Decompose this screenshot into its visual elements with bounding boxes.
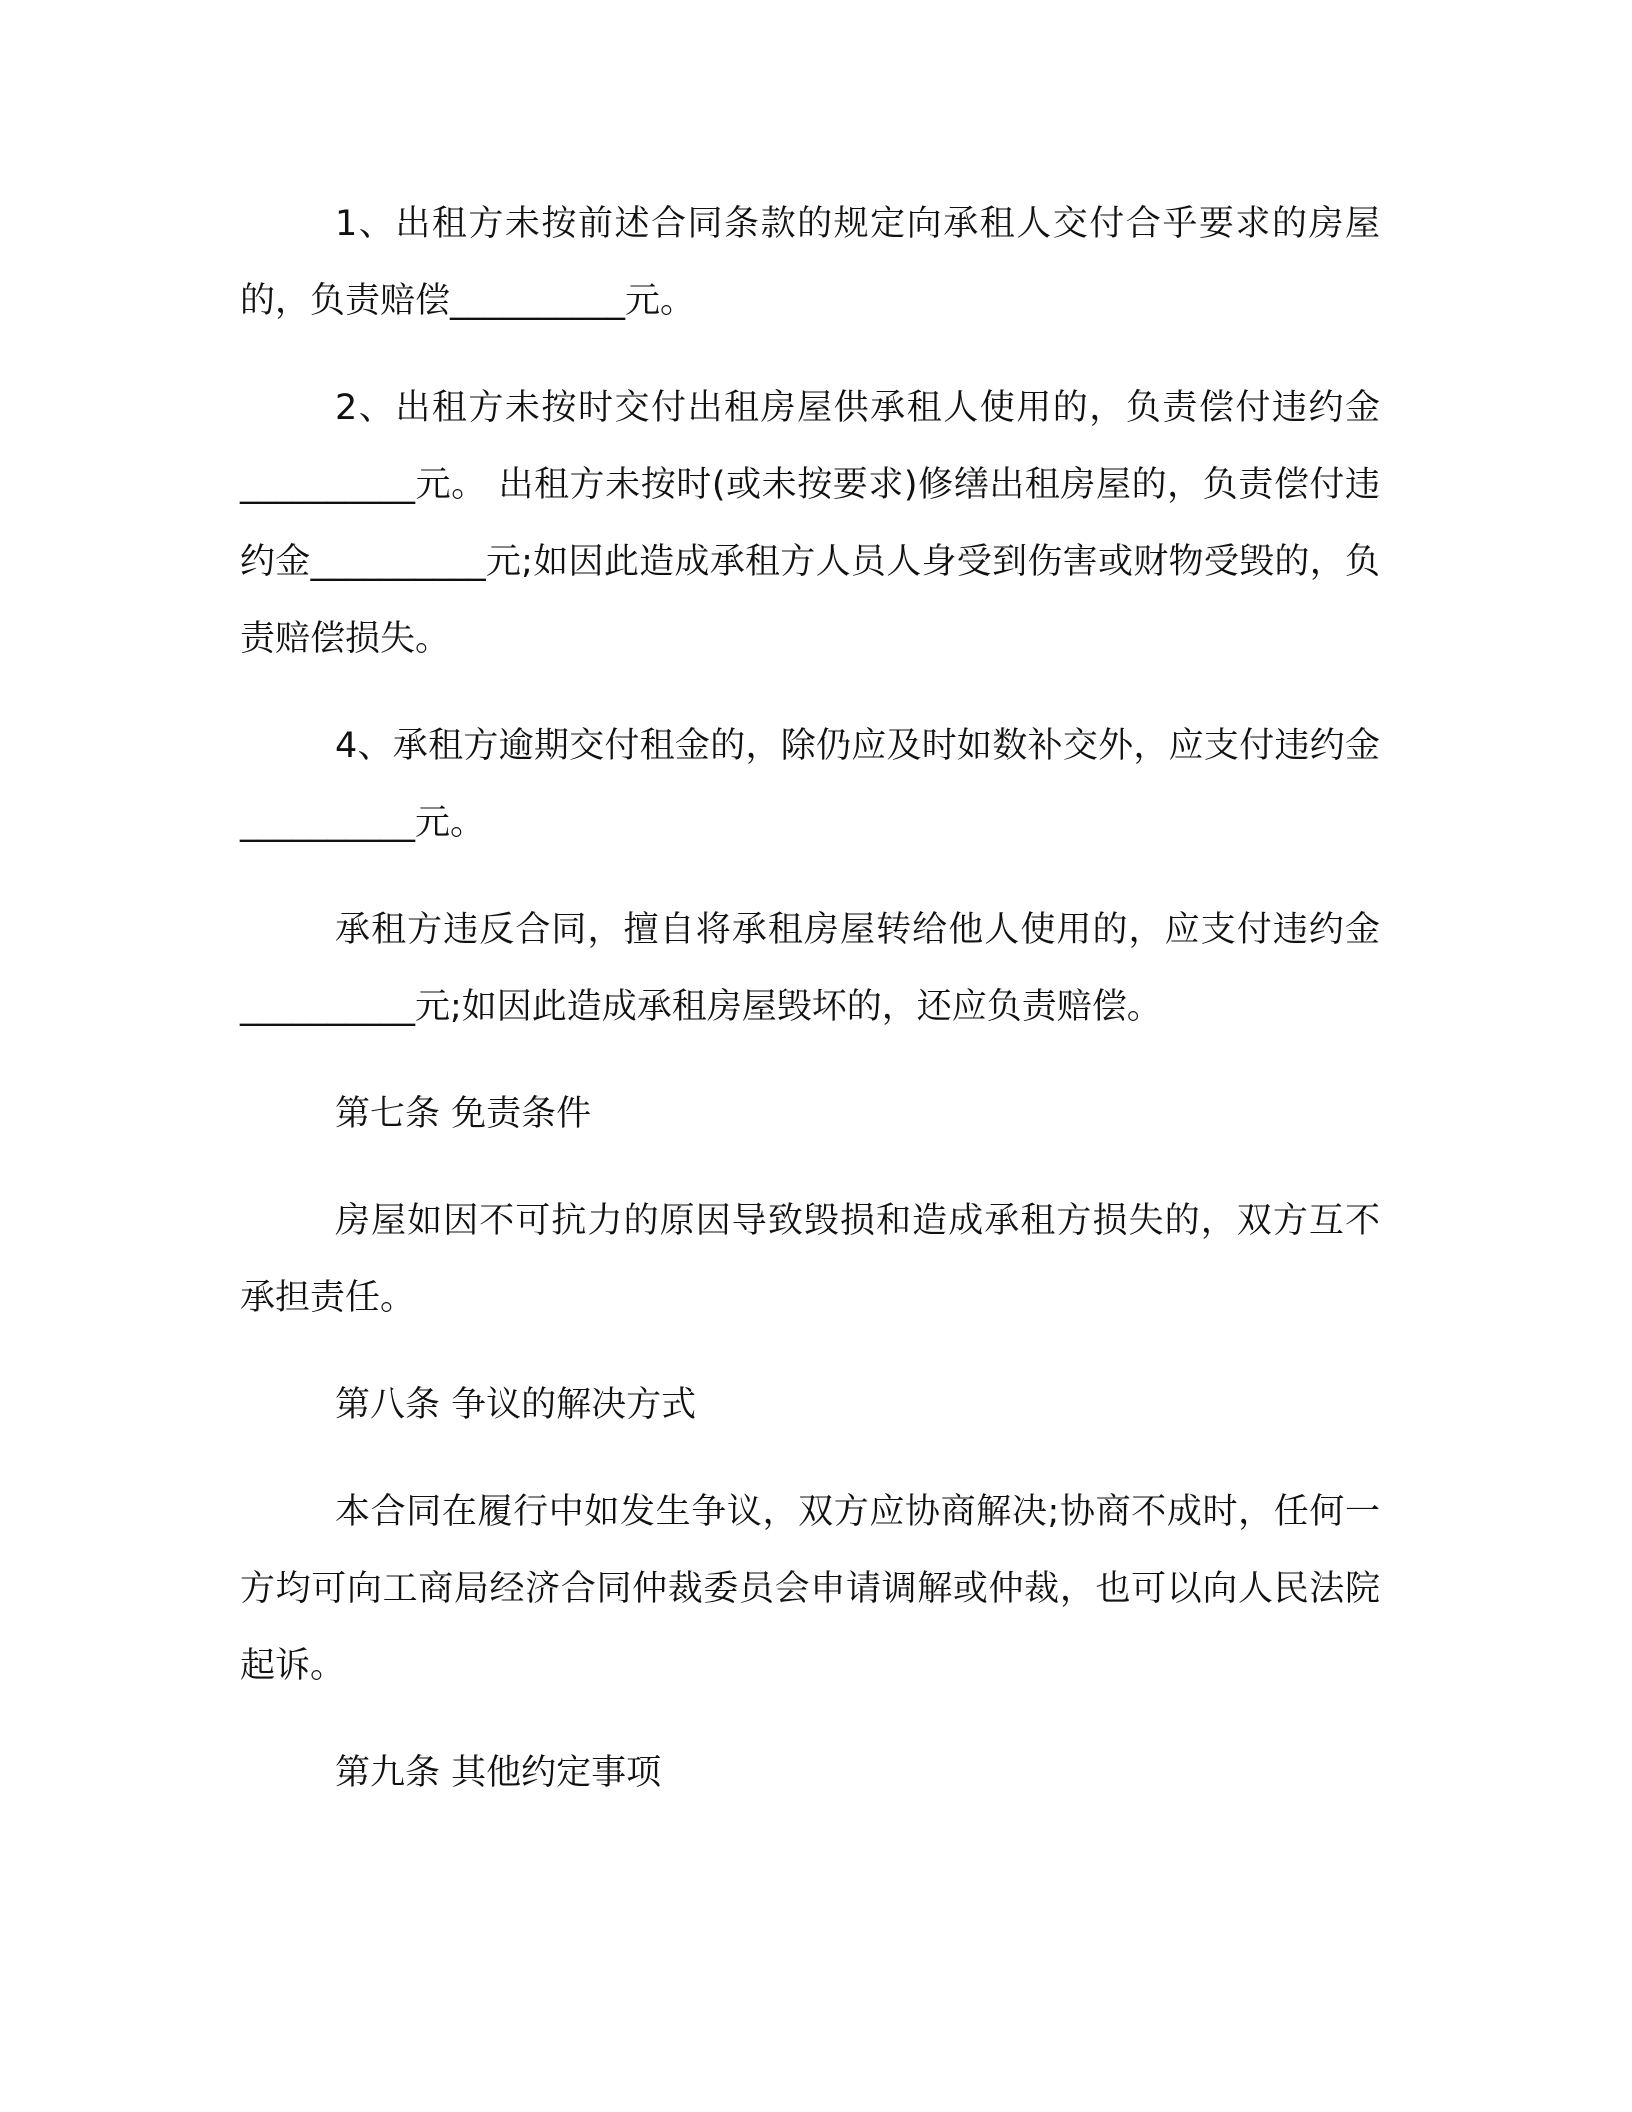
clause-paragraph: 本合同在履行中如发生争议，双方应协商解决;协商不成时，任何一方均可向工商局经济合同仲裁委员会申请调解或仲裁，也可以向人民法院起诉。: [240, 1492, 1380, 1686]
clause-paragraph: 1、出租方未按前述合同条款的规定向承租人交付合乎要求的房屋的，负责赔偿__________元。: [240, 204, 1380, 321]
clause-paragraph: 承租方违反合同，擅自将承租房屋转给他人使用的，应支付违约金__________元;如因此造成承租房屋毁坏的，还应负责赔偿。: [240, 910, 1380, 1027]
section-heading: 第九条 其他约定事项: [335, 1753, 662, 1793]
clause-paragraph: 2、出租方未按时交付出租房屋供承租人使用的，负责偿付违约金__________元。 出租方未按时(或未按要求)修缮出租房屋的，负责偿付违约金__________元;如因此造成承租方人员人身受到伤害或财物受毁的，负责赔偿损失。: [240, 388, 1380, 659]
clause-paragraph: 房屋如因不可抗力的原因导致毁损和造成承租方损失的，双方互不承担责任。: [240, 1201, 1380, 1318]
section-heading: 第八条 争议的解决方式: [335, 1385, 697, 1425]
document-body: [240, 186, 1380, 1842]
clause-paragraph: 4、承租方逾期交付租金的，除仍应及时如数补交外，应支付违约金__________元。: [240, 726, 1380, 843]
section-heading: 第七条 免责条件: [335, 1094, 592, 1134]
